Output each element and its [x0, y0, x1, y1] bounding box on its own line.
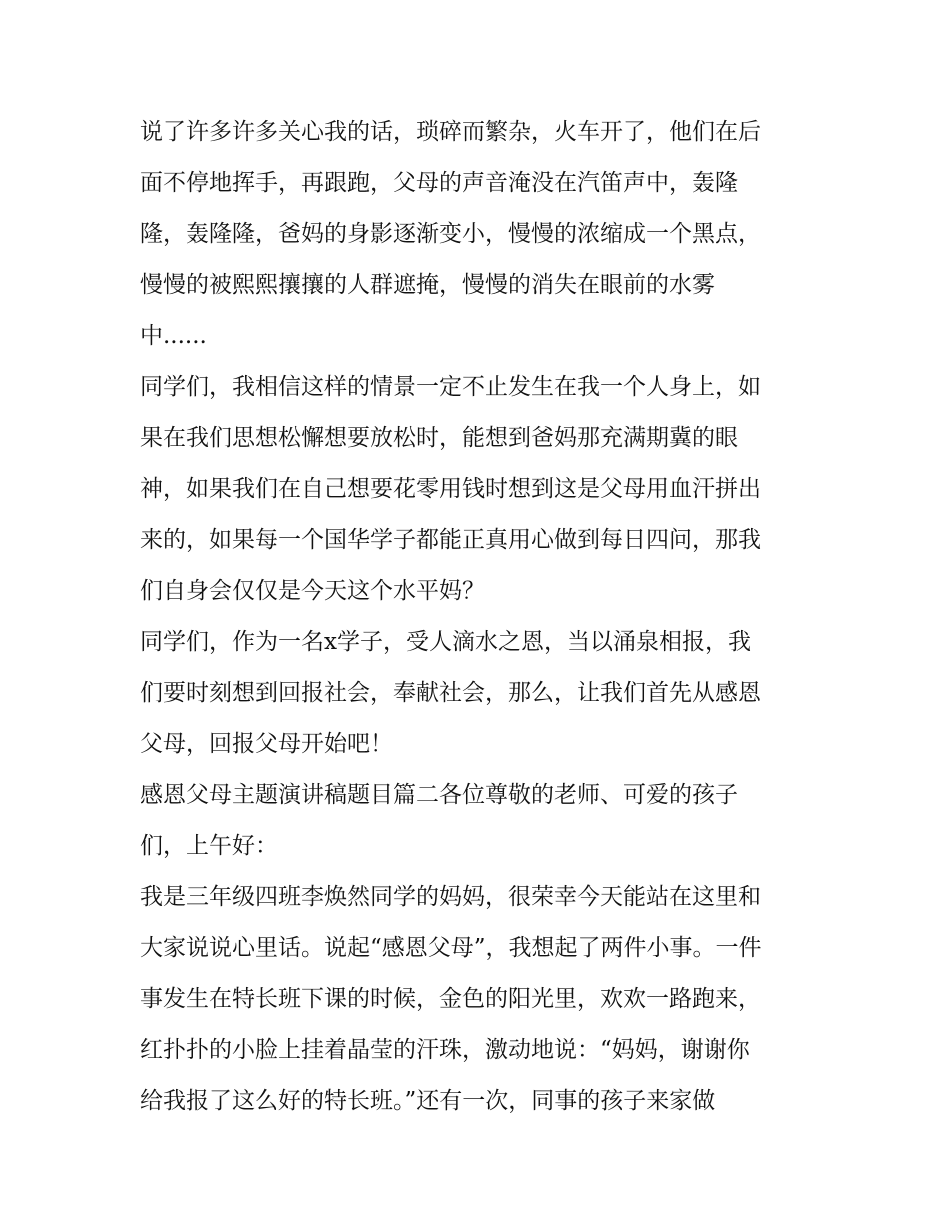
text-line: 说了许多许多关心我的话，琐碎而繁杂，火车开了，他们在后: [140, 119, 761, 145]
text-line: 们要时刻想到回报社会，奉献社会，那么，让我们首先从感恩: [140, 680, 761, 706]
text-line: 我是三年级四班李焕然同学的妈妈，很荣幸今天能站在这里和: [140, 884, 761, 910]
text-line: 红扑扑的小脸上挂着晶莹的汗珠，激动地说：“妈妈，谢谢你: [140, 1037, 750, 1063]
text-line: 隆，轰隆隆，爸妈的身影逐渐变小，慢慢的浓缩成一个黑点，: [140, 221, 761, 247]
text-line: 父母，回报父母开始吧！: [140, 731, 393, 757]
text-line: 同学们，作为一名x学子，受人滴水之恩，当以涌泉相报，我: [140, 629, 751, 655]
text-line: 大家说说心里话。说起“感恩父母”，我想起了两件小事。一件: [140, 935, 762, 961]
text-line: 果在我们思想松懈想要放松时，能想到爸妈那充满期冀的眼: [140, 425, 738, 451]
text-line: 们，上午好：: [140, 833, 278, 859]
text-line: 来的，如果每一个国华学子都能正真用心做到每日四问，那我: [140, 527, 761, 553]
text-line: 给我报了这么好的特长班。”还有一次，同事的孩子来家做: [140, 1088, 716, 1114]
text-line: 慢慢的被熙熙攘攘的人群遮掩，慢慢的消失在眼前的水雾: [140, 272, 715, 298]
text-line: 面不停地挥手，再跟跑，父母的声音淹没在汽笛声中，轰隆: [140, 170, 738, 196]
text-line: 感恩父母主题演讲稿题目篇二各位尊敬的老师、可爱的孩子: [140, 782, 738, 808]
text-line: 中......: [140, 323, 207, 349]
text-line: 们自身会仅仅是今天这个水平妈？: [140, 578, 485, 604]
text-line: 神，如果我们在自己想要花零用钱时想到这是父母用血汗拼出: [140, 476, 761, 502]
text-line: 事发生在特长班下课的时候，金色的阳光里，欢欢一路跑来，: [140, 986, 761, 1012]
text-line: 同学们，我相信这样的情景一定不止发生在我一个人身上，如: [140, 374, 761, 400]
